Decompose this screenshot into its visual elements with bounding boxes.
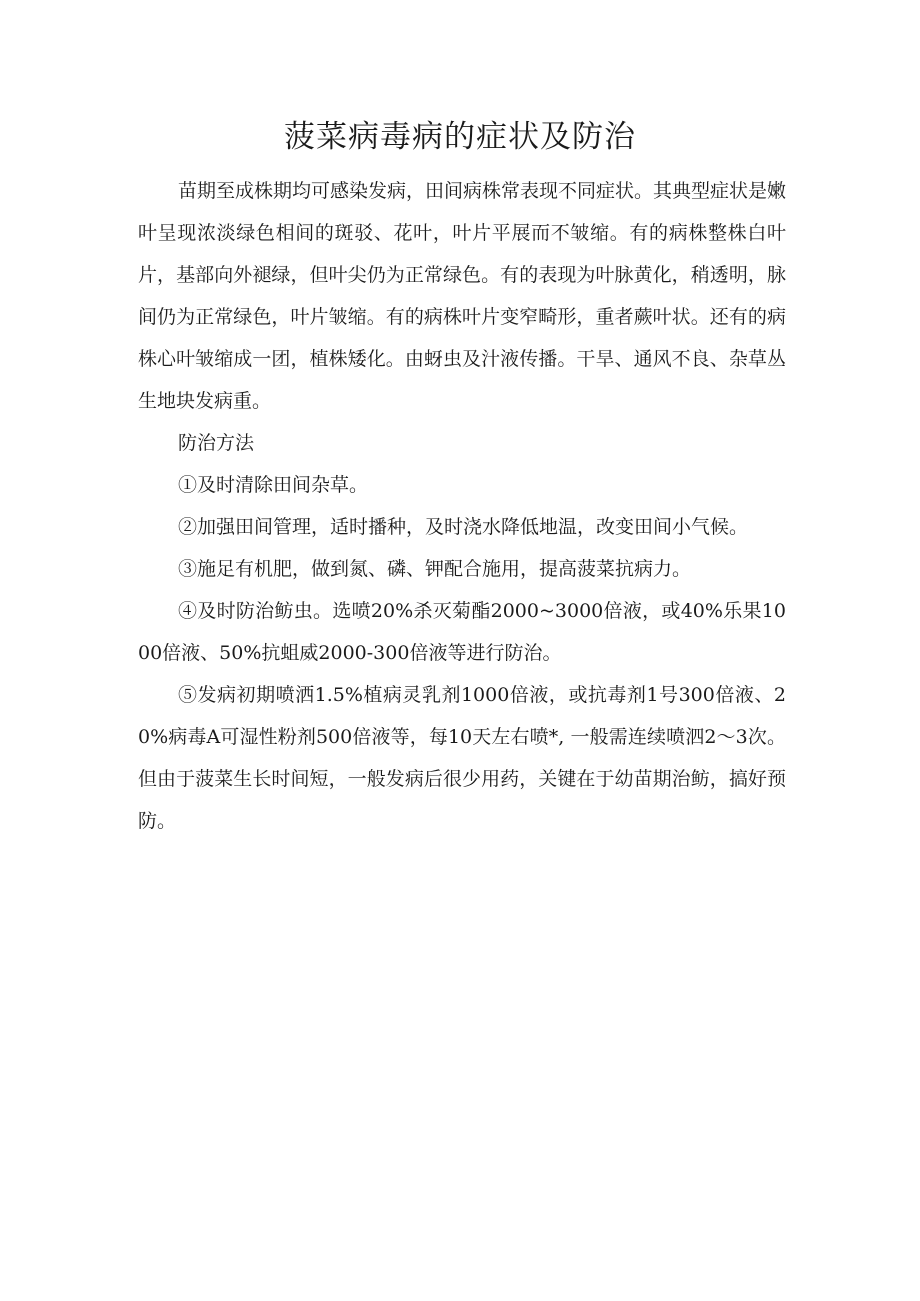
method-item-3: ③施足有机肥，做到氮、磷、钾配合施用，提高菠菜抗病力。 <box>178 558 692 580</box>
method-item-4: ④及时防治鲂虫。选喷20%杀灭菊酯2000~3000倍液，或40%乐果1000倍液、50%抗蛆威2000-300倍液等进行防治。 <box>138 600 786 664</box>
method-item-2: ②加强田间管理，适时播种，及时浇水降低地温，改变田间小气候。 <box>178 516 749 538</box>
method-item-1: ①及时清除田间杂草。 <box>178 474 369 496</box>
intro-paragraph: 苗期至成株期均可感染发病，田间病株常表现不同症状。其典型症状是嫩叶呈现浓淡绿色相间的斑驳、花叶，叶片平展而不皱缩。有的病株整株白叶片，基部向外褪绿，但叶尖仍为正常绿色。有的表现为叶脉黄化，稍透明，脉间仍为正常绿色，叶片皱缩。有的病株叶片变窄畸形，重者蕨叶状。还有的病株心叶皱缩成一团，植株矮化。由蚜虫及汁液传播。干旱、通风不良、杂草丛生地块发病重。 <box>138 180 787 412</box>
page-title: 菠菜病毒病的症状及防治 <box>284 119 636 155</box>
document-body <box>138 170 786 842</box>
method-item-5: ⑤发病初期喷洒1.5%植病灵乳剂1000倍液，或抗毒剂1号300倍液、20%病毒A可湿性粉剂500倍液等，每10天左右喷*, 一般需连续喷泗2～3次。但由于菠菜生长时间短，一般发病后很少用药，关键在于幼苗期治鲂，搞好预防。 <box>138 684 786 832</box>
methods-heading: 防治方法 <box>178 432 255 454</box>
